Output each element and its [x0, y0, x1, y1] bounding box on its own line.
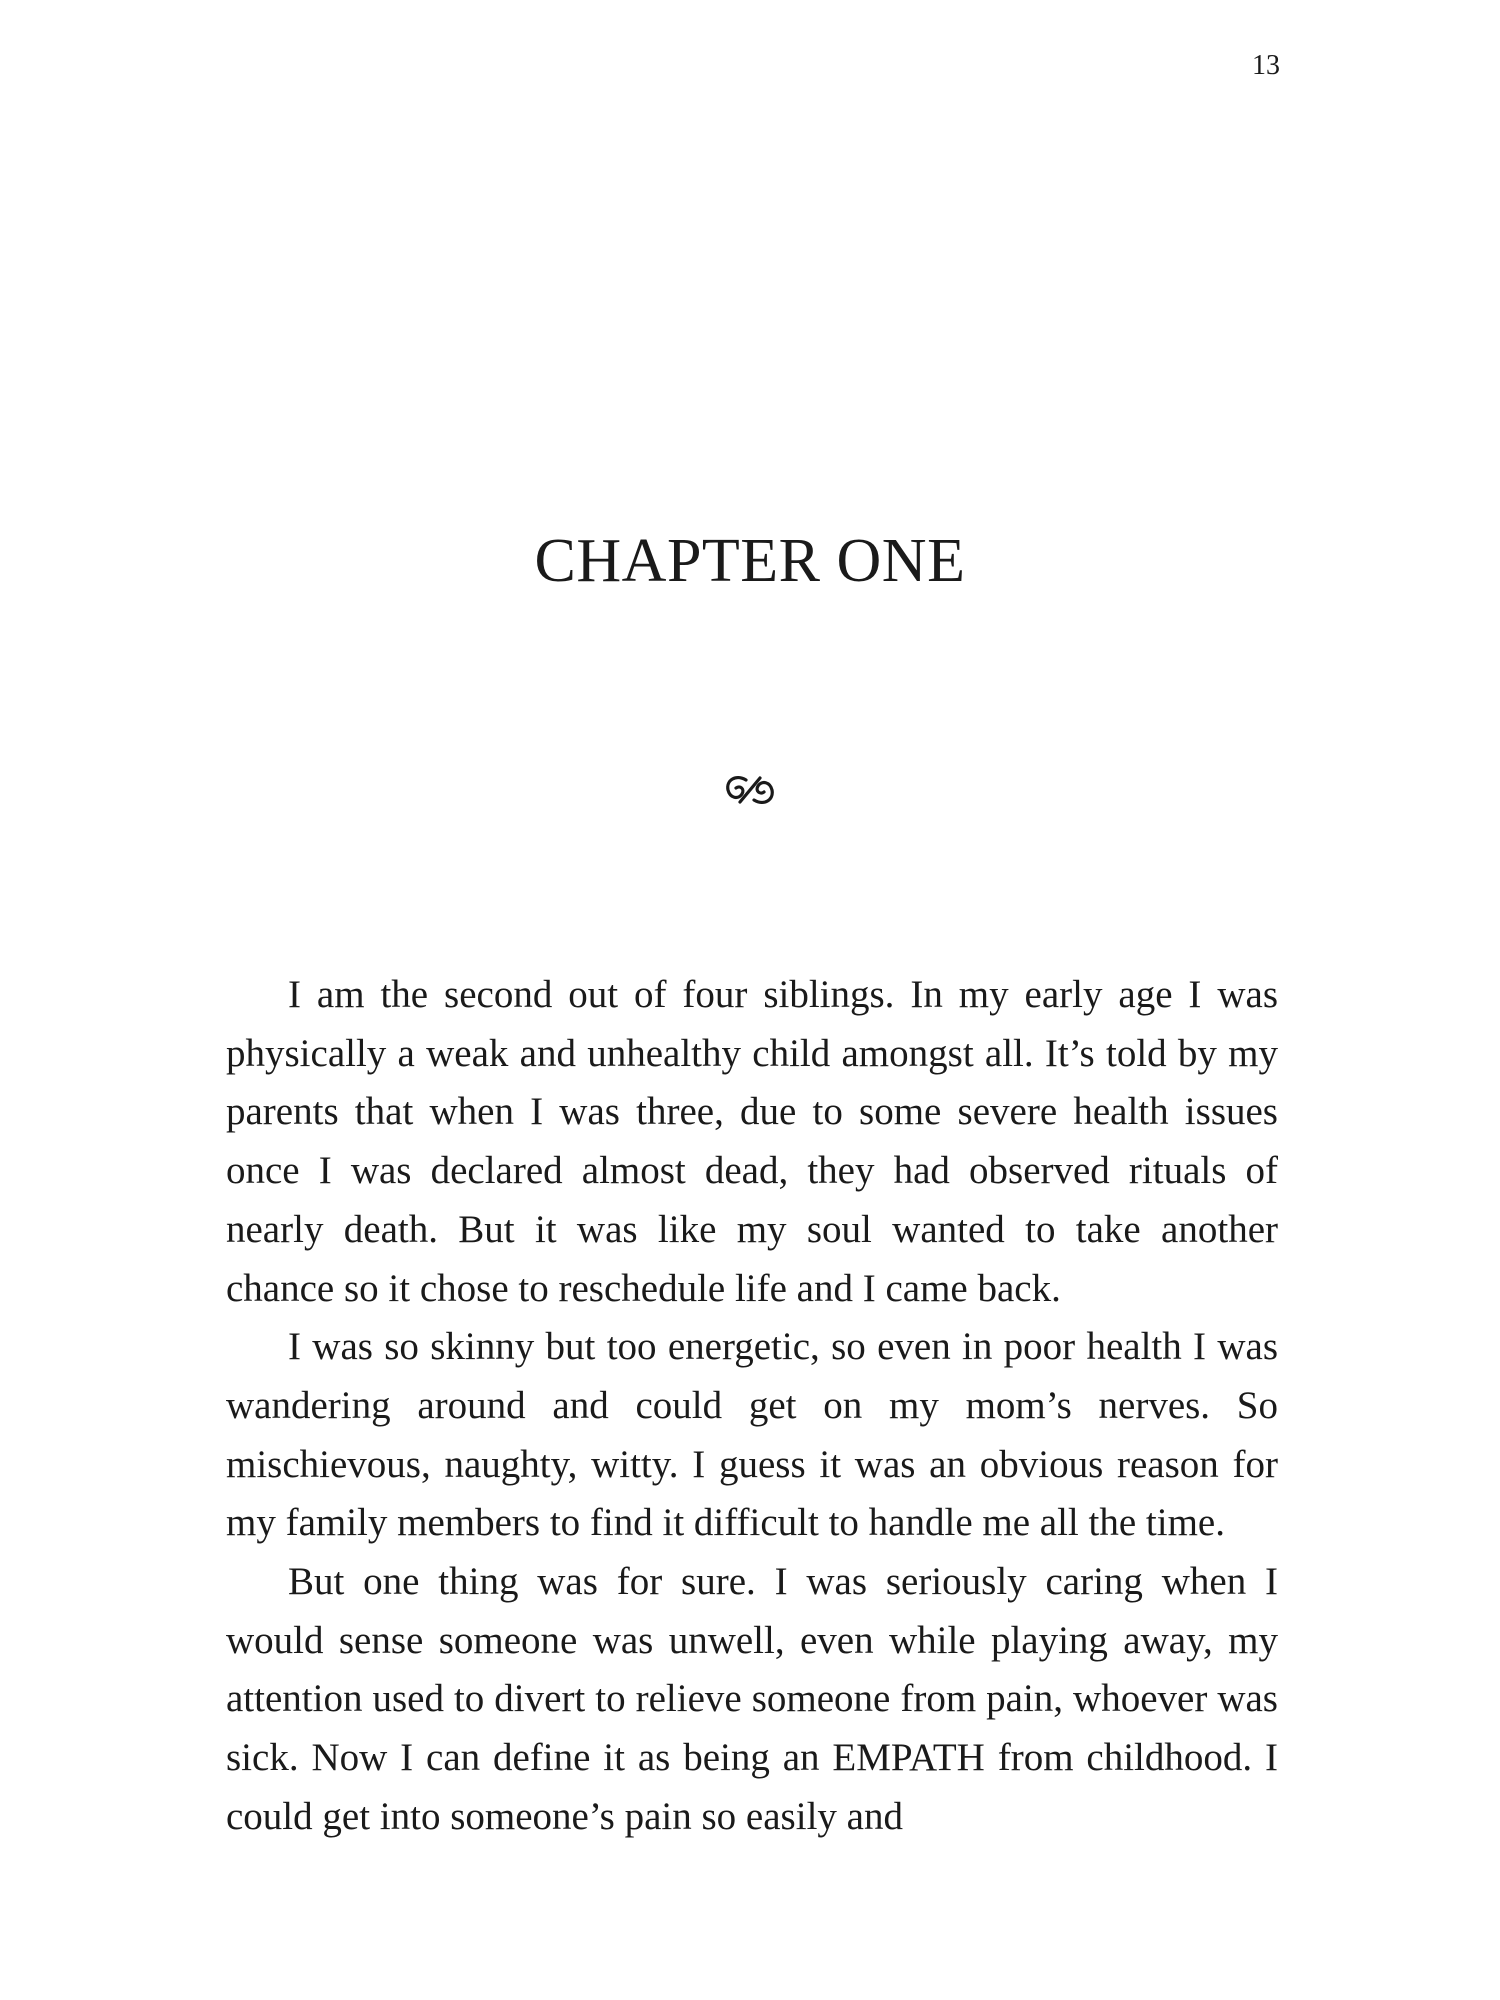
chapter-body-text	[226, 966, 1278, 1847]
paragraph: But one thing was for sure. I was seriously caring when I would sense someone was unwell, even while playing away, my attention used to divert to relieve someone from pain, whoever was sick. Now I can define it as being an EMPATH from childhood. I could get into someone’s pain so easily and	[226, 1560, 1278, 1838]
paragraph: I am the second out of four siblings. In my early age I was physically a weak and unhealthy child amongst all. It’s told by my parents that when I was three, due to some severe health issues once I was declared almost dead, they had observed rituals of nearly death. But it was like my soul wanted to take another chance so it chose to reschedule life and I came back.	[226, 973, 1278, 1310]
fleuron-ornament-icon	[0, 772, 1500, 813]
chapter-title: CHAPTER ONE	[534, 527, 966, 595]
paragraph: I was so skinny but too energetic, so even in poor health I was wandering around and could get on my mom’s nerves. So mischievous, naughty, witty. I guess it was an obvious reason for my family members to find it difficult to handle me all the time.	[226, 1325, 1278, 1545]
page-number: 13	[1252, 50, 1280, 81]
